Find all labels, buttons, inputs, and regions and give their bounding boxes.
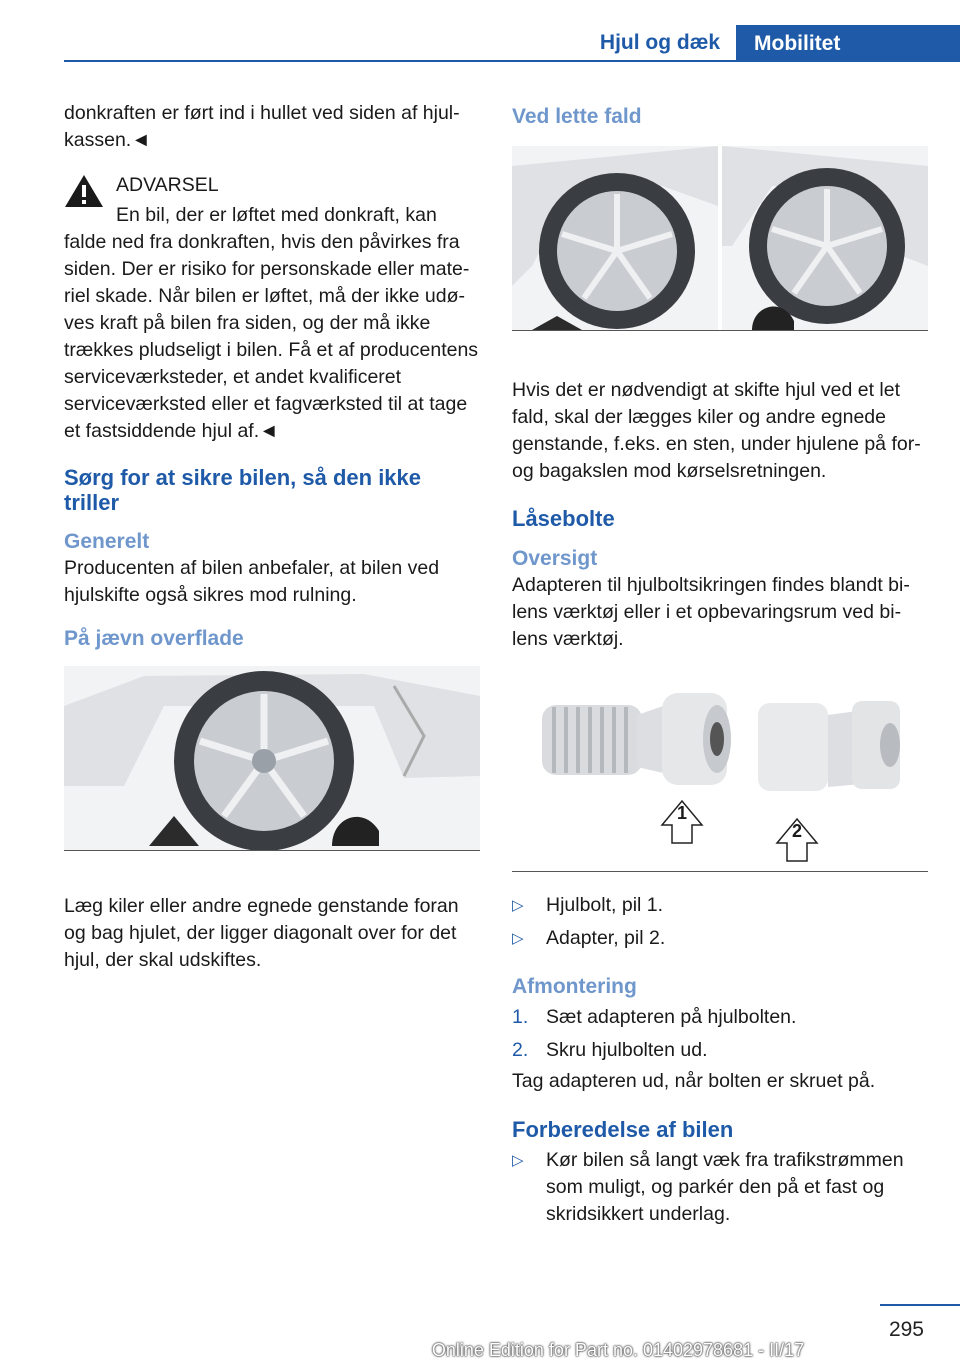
triangle-bullet-icon: ▷ — [512, 897, 524, 914]
arrow-label-2: 2 — [791, 821, 802, 841]
list-item — [512, 1147, 928, 1228]
page-number: 295 — [888, 1318, 924, 1341]
header-rule — [64, 60, 960, 62]
list-item-text: Hjulbolt, pil 1. — [546, 894, 664, 916]
slope-figure — [512, 146, 928, 331]
right-column — [512, 100, 928, 1228]
warning-text: falde ned fra donkraften, hvis den påvirkes fra siden. Der er risiko for personskade eller materiel skade. Når bilen er løftet, må der ikke udøves kraft på bilen fra siden, og der må ikke trækkes pludseligt i bilen. Få et af producentens serviceværksteder, et andet kvalificeret serviceværksted eller et fagværksted til at tage et fastsiddende hjul af.◄ — [64, 231, 479, 442]
heading-secure-car: Sørg for at sikre bilen, så den ikke triller — [64, 465, 422, 515]
rear-wheel-stone-illustration — [722, 146, 928, 330]
slope-text: Hvis det er nødvendigt at skifte hjul ved et let fald, skal der lægges kiler og andre egnede genstande, f.eks. en sten, under hjulene på for- og bagakslen mod kørselsretningen. — [512, 379, 921, 482]
warning-triangle-icon — [64, 174, 104, 208]
heading-overview: Oversigt — [512, 547, 598, 570]
bolt-and-adapter-illustration — [512, 675, 928, 871]
wheel-chock-illustration — [64, 666, 480, 850]
intro-text: donkraften er ført ind i hullet ved siden af hjulkassen.◄ — [64, 102, 460, 151]
arrow-label-1: 1 — [676, 803, 687, 823]
heading-locking-bolts: Låsebolte — [512, 506, 615, 531]
warning-first-line: En bil, der er løftet med donkraft, kan — [116, 204, 437, 226]
heading-level-surface: På jævn overflade — [64, 627, 244, 650]
triangle-bullet-icon: ▷ — [512, 1152, 524, 1169]
list-item — [512, 925, 928, 952]
general-text: Producenten af bilen anbefaler, at bilen ved hjulskifte også sikres mod rulning. — [64, 557, 440, 606]
list-item — [512, 892, 928, 919]
step-number: 2. — [512, 1039, 529, 1061]
level-surface-caption: Læg kiler eller andre egnede genstande foran og bag hjulet, der ligger diagonalt over for det hjul, der skal udskiftes. — [64, 895, 459, 971]
step-item — [512, 1004, 928, 1031]
removal-note: Tag adapteren ud, når bolten er skruet på. — [512, 1070, 876, 1092]
warning-block — [64, 172, 480, 229]
heading-general: Generelt — [64, 530, 150, 553]
heading-removal: Afmontering — [512, 975, 637, 998]
triangle-bullet-icon: ▷ — [512, 930, 524, 947]
heading-slight-slope: Ved lette fald — [512, 105, 642, 128]
tab-section: Hjul og dæk — [585, 25, 735, 61]
front-wheel-chock-illustration — [512, 146, 718, 330]
parts-list — [512, 892, 928, 952]
list-item-text: Kør bilen så langt væk fra trafikstrømmen som muligt, og parkér den på et fast og skridsikkert underlag. — [546, 1149, 904, 1225]
prep-list — [512, 1147, 928, 1228]
locking-bolt-figure — [512, 675, 928, 872]
list-item-text: Adapter, pil 2. — [546, 927, 666, 949]
level-surface-figure — [64, 666, 480, 851]
tab-chapter: Mobilitet — [736, 25, 960, 62]
step-item — [512, 1037, 928, 1064]
warning-title: ADVARSEL — [116, 174, 219, 196]
edition-watermark: Online Edition for Part no. 01402978681 - II/17 — [431, 1340, 805, 1360]
left-column — [64, 100, 480, 974]
heading-prepare-car: Forberedelse af bilen — [512, 1117, 734, 1142]
removal-steps — [512, 1004, 928, 1064]
step-text: Sæt adapteren på hjulbolten. — [546, 1006, 797, 1028]
footer-rule — [880, 1304, 960, 1306]
step-number: 1. — [512, 1006, 529, 1028]
overview-text: Adapteren til hjulboltsikringen findes blandt bilens værktøj eller i et opbevaringsrum ved bilens værktøj. — [512, 574, 910, 650]
step-text: Skru hjulbolten ud. — [546, 1039, 708, 1061]
